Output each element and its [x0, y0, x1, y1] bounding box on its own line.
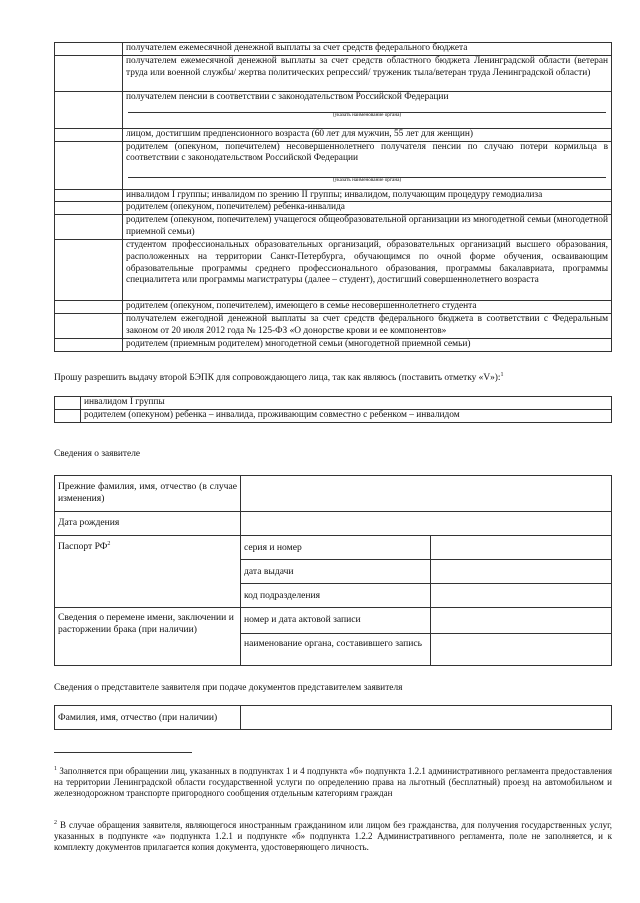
passport-series-value[interactable] — [431, 536, 612, 560]
option-item: родителем (опекуном) ребенка – инвалида, проживающим совместно с ребенком – инвалидом — [81, 409, 612, 422]
second-card-request-text: Прошу разрешить выдачу второй БЭПК для сопровождающего лица, так как являюсь (поставить отметку «V»): — [54, 373, 501, 383]
category-item-text: получателем пенсии в соответствии с законодательством Российской Федерации — [126, 91, 449, 102]
checkbox-cell[interactable] — [55, 397, 81, 410]
applicant-table — [54, 475, 612, 666]
category-item: получателем ежемесячной денежной выплаты за счет средств федерального бюджета — [123, 43, 612, 56]
category-item: инвалидом I группы; инвалидом по зрению II группы; инвалидом, получающим процедуру гемодиализа — [123, 189, 612, 202]
checkbox-cell[interactable] — [55, 409, 81, 422]
passport-text: Паспорт РФ — [58, 541, 108, 552]
categories-table — [54, 42, 612, 352]
second-card-table — [54, 396, 612, 423]
category-item-with-organ — [123, 141, 612, 189]
applicant-heading: Сведения о заявителе — [54, 449, 141, 459]
checkbox-cell[interactable] — [55, 128, 123, 141]
representative-heading: Сведения о представителе заявителя при подаче документов представителем заявителя — [54, 683, 403, 693]
act-organ-value[interactable] — [431, 634, 612, 666]
second-card-request — [54, 373, 504, 385]
footnote-2-mark: 2 — [54, 820, 57, 826]
passport-code-label: код подразделения — [241, 584, 431, 608]
representative-table — [54, 705, 612, 730]
footnote-2 — [54, 820, 612, 853]
act-record-value[interactable] — [431, 608, 612, 634]
footnote-2-text: В случае обращения заявителя, являющегося иностранным гражданином или лицом без гражданства, для получения государственных услуг, указанных в подпункте «а» подпункта 1.2.1 и подпункте «б» подпункта 1.2.2 Административного регламента, поле не заполняется, и к комплекту документов прилагается копия документа, удостоверяющего личность. — [54, 820, 613, 852]
passport-code-value[interactable] — [431, 584, 612, 608]
category-item: получателем ежемесячной денежной выплаты за счет средств областного бюджета Ленинградской области (ветеран труда или военной службы/ жертва политических репрессий/ труженик тыла/ветеран труда Ленинградской области) — [123, 55, 612, 91]
checkbox-cell[interactable] — [55, 55, 123, 91]
checkbox-cell[interactable] — [55, 338, 123, 351]
category-item: родителем (опекуном, попечителем) учащегося общеобразовательной организации из многодетной семьи (многодетной приемной семьи) — [123, 215, 612, 240]
checkbox-cell[interactable] — [55, 43, 123, 56]
former-name-value[interactable] — [241, 476, 612, 512]
category-item: получателем ежегодной денежной выплаты за счет средств федерального бюджета в соответствии с Федеральным законом от 20 июля 2012 года № 125-ФЗ «О донорстве крови и ее компонентов» — [123, 313, 612, 338]
category-item-with-organ — [123, 91, 612, 128]
checkbox-cell[interactable] — [55, 141, 123, 189]
passport-date-label: дата выдачи — [241, 560, 431, 584]
passport-date-value[interactable] — [431, 560, 612, 584]
category-item: родителем (приемным родителем) многодетной семьи (многодетной приемной семьи) — [123, 338, 612, 351]
organ-caption: (указать наименование органа) — [332, 177, 402, 183]
footnote-1-mark: 1 — [54, 766, 57, 772]
checkbox-cell[interactable] — [55, 301, 123, 314]
footnote-1-text: Заполняется при обращении лиц, указанных в подпунктах 1 и 4 подпункта «б» подпункта 1.2.1 административного регламента предоставления на территории Ленинградской области государственной услуги по определению права на льготный (бесплатный) проезд на автомобильном и железнодорожном транспорте пригородного сообщения отдельным категориям граждан — [54, 766, 613, 798]
category-item-text: родителем (опекуном, попечителем) несовершеннолетнего получателя пенсии по случаю потери кормильца в соответствии с законодательством Российской Федерации — [126, 141, 608, 164]
checkbox-cell[interactable] — [55, 240, 123, 301]
birth-date-label: Дата рождения — [55, 512, 241, 536]
checkbox-cell[interactable] — [55, 189, 123, 202]
checkbox-cell[interactable] — [55, 91, 123, 128]
passport-series-label: серия и номер — [241, 536, 431, 560]
footnote-ref-2: 2 — [107, 540, 111, 547]
former-name-label — [55, 476, 241, 512]
category-item: студентом профессиональных образовательных организаций, образовательных организаций высшего образования, расположенных на территории Санкт-Петербурга, обучающимся по очной форме обучения, осваивающим образовательные программы среднего профессионального образования, программы бакалавриата, программы специалитета или программы магистратуры (далее – студент), достигший совершеннолетнего возраста — [123, 240, 612, 301]
representative-name-value[interactable] — [241, 706, 612, 730]
former-name-text: Прежние фамилия, имя, отчество (в случае изменения) — [58, 481, 237, 504]
footnote-1 — [54, 766, 612, 799]
name-change-label: Сведения о перемене имени, заключении и расторжении брака (при наличии) — [55, 608, 241, 666]
act-record-label: номер и дата актовой записи — [241, 608, 431, 634]
birth-date-value[interactable] — [241, 512, 612, 536]
act-organ-label: наименование органа, составившего запись — [241, 634, 431, 666]
checkbox-cell[interactable] — [55, 313, 123, 338]
category-item: родителем (опекуном, попечителем), имеющего в семье несовершеннолетнего студента — [123, 301, 612, 314]
checkbox-cell[interactable] — [55, 215, 123, 240]
organ-caption: (указать наименование органа) — [332, 111, 402, 118]
representative-name-label: Фамилия, имя, отчество (при наличии) — [55, 706, 241, 730]
passport-label — [55, 536, 241, 608]
footnote-separator — [54, 752, 192, 753]
footnote-ref-1: 1 — [500, 371, 504, 378]
option-item: инвалидом I группы — [81, 397, 612, 410]
category-item: лицом, достигшим предпенсионного возраста (60 лет для мужчин, 55 лет для женщин) — [123, 128, 612, 141]
checkbox-cell[interactable] — [55, 202, 123, 215]
category-item: родителем (опекуном, попечителем) ребенка-инвалида — [123, 202, 612, 215]
